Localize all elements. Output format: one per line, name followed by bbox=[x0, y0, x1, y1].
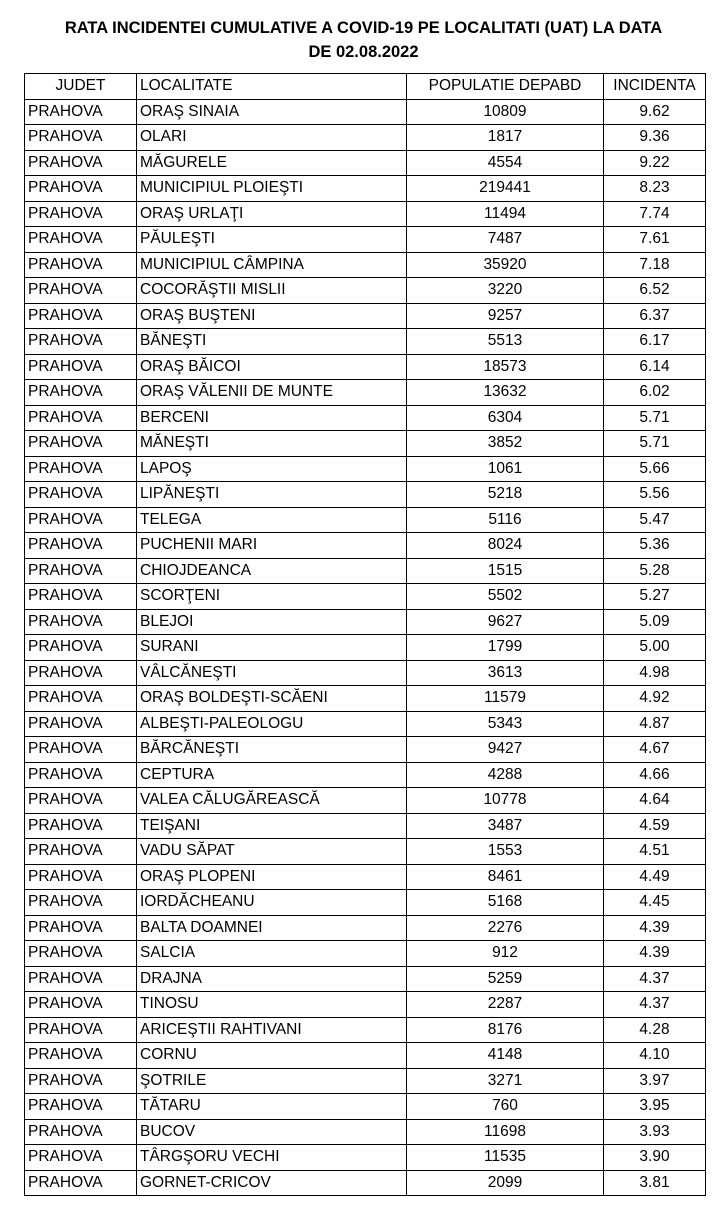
table-row bbox=[25, 533, 706, 559]
table-row bbox=[25, 482, 706, 508]
cell-localitate: BĂRCĂNEŞTI bbox=[137, 737, 407, 763]
cell-localitate: CHIOJDEANCA bbox=[137, 558, 407, 584]
cell-incidenta: 5.71 bbox=[604, 431, 706, 457]
cell-populatie: 219441 bbox=[407, 176, 604, 202]
table-row bbox=[25, 839, 706, 865]
cell-judet: PRAHOVA bbox=[25, 788, 137, 814]
table-row bbox=[25, 558, 706, 584]
cell-localitate: LAPOŞ bbox=[137, 456, 407, 482]
cell-judet: PRAHOVA bbox=[25, 533, 137, 559]
cell-localitate: VALEA CĂLUGĂREASCĂ bbox=[137, 788, 407, 814]
table-row bbox=[25, 609, 706, 635]
cell-judet: PRAHOVA bbox=[25, 1068, 137, 1094]
table-row bbox=[25, 1017, 706, 1043]
cell-populatie: 5513 bbox=[407, 329, 604, 355]
table-row bbox=[25, 813, 706, 839]
cell-localitate: DRAJNA bbox=[137, 966, 407, 992]
cell-localitate: ORAŞ BĂICOI bbox=[137, 354, 407, 380]
table-row bbox=[25, 1145, 706, 1171]
cell-localitate: OLARI bbox=[137, 125, 407, 151]
cell-incidenta: 7.18 bbox=[604, 252, 706, 278]
cell-populatie: 5343 bbox=[407, 711, 604, 737]
cell-incidenta: 6.37 bbox=[604, 303, 706, 329]
cell-judet: PRAHOVA bbox=[25, 941, 137, 967]
cell-incidenta: 5.28 bbox=[604, 558, 706, 584]
cell-populatie: 2276 bbox=[407, 915, 604, 941]
cell-localitate: BUCOV bbox=[137, 1119, 407, 1145]
cell-incidenta: 3.93 bbox=[604, 1119, 706, 1145]
cell-judet: PRAHOVA bbox=[25, 482, 137, 508]
cell-localitate: BLEJOI bbox=[137, 609, 407, 635]
cell-judet: PRAHOVA bbox=[25, 711, 137, 737]
cell-incidenta: 4.98 bbox=[604, 660, 706, 686]
table-row bbox=[25, 635, 706, 661]
cell-localitate: TEIŞANI bbox=[137, 813, 407, 839]
table-row bbox=[25, 1068, 706, 1094]
table-row bbox=[25, 711, 706, 737]
cell-judet: PRAHOVA bbox=[25, 813, 137, 839]
header-row bbox=[25, 74, 706, 100]
cell-incidenta: 4.87 bbox=[604, 711, 706, 737]
cell-judet: PRAHOVA bbox=[25, 839, 137, 865]
cell-incidenta: 4.67 bbox=[604, 737, 706, 763]
table-row bbox=[25, 1043, 706, 1069]
header-localitate: LOCALITATE bbox=[137, 74, 407, 100]
cell-judet: PRAHOVA bbox=[25, 1017, 137, 1043]
cell-incidenta: 9.22 bbox=[604, 150, 706, 176]
cell-judet: PRAHOVA bbox=[25, 762, 137, 788]
table-row bbox=[25, 354, 706, 380]
cell-populatie: 9257 bbox=[407, 303, 604, 329]
cell-localitate: PUCHENII MARI bbox=[137, 533, 407, 559]
table-row bbox=[25, 99, 706, 125]
table-row bbox=[25, 125, 706, 151]
cell-localitate: ARICEŞTII RAHTIVANI bbox=[137, 1017, 407, 1043]
cell-incidenta: 3.81 bbox=[604, 1170, 706, 1196]
cell-judet: PRAHOVA bbox=[25, 303, 137, 329]
table-row bbox=[25, 456, 706, 482]
cell-populatie: 8176 bbox=[407, 1017, 604, 1043]
cell-judet: PRAHOVA bbox=[25, 992, 137, 1018]
cell-populatie: 1817 bbox=[407, 125, 604, 151]
cell-localitate: ORAŞ URLAŢI bbox=[137, 201, 407, 227]
table-row bbox=[25, 660, 706, 686]
cell-incidenta: 8.23 bbox=[604, 176, 706, 202]
cell-judet: PRAHOVA bbox=[25, 176, 137, 202]
cell-incidenta: 7.61 bbox=[604, 227, 706, 253]
table-row bbox=[25, 915, 706, 941]
table-row bbox=[25, 405, 706, 431]
table-row bbox=[25, 1119, 706, 1145]
header-judet: JUDET bbox=[25, 74, 137, 100]
cell-populatie: 912 bbox=[407, 941, 604, 967]
cell-judet: PRAHOVA bbox=[25, 1119, 137, 1145]
cell-incidenta: 5.00 bbox=[604, 635, 706, 661]
cell-incidenta: 6.17 bbox=[604, 329, 706, 355]
cell-populatie: 2287 bbox=[407, 992, 604, 1018]
cell-incidenta: 4.49 bbox=[604, 864, 706, 890]
cell-populatie: 11494 bbox=[407, 201, 604, 227]
cell-populatie: 7487 bbox=[407, 227, 604, 253]
cell-incidenta: 3.95 bbox=[604, 1094, 706, 1120]
cell-populatie: 5502 bbox=[407, 584, 604, 610]
cell-judet: PRAHOVA bbox=[25, 1094, 137, 1120]
cell-populatie: 4288 bbox=[407, 762, 604, 788]
cell-localitate: ORAŞ BUŞTENI bbox=[137, 303, 407, 329]
cell-incidenta: 4.39 bbox=[604, 941, 706, 967]
cell-judet: PRAHOVA bbox=[25, 456, 137, 482]
cell-incidenta: 4.92 bbox=[604, 686, 706, 712]
header-incidenta: INCIDENTA bbox=[604, 74, 706, 100]
cell-incidenta: 9.36 bbox=[604, 125, 706, 151]
cell-judet: PRAHOVA bbox=[25, 125, 137, 151]
cell-populatie: 11698 bbox=[407, 1119, 604, 1145]
cell-localitate: MUNICIPIUL PLOIEŞTI bbox=[137, 176, 407, 202]
cell-incidenta: 5.71 bbox=[604, 405, 706, 431]
table-row bbox=[25, 941, 706, 967]
cell-judet: PRAHOVA bbox=[25, 278, 137, 304]
cell-incidenta: 6.52 bbox=[604, 278, 706, 304]
cell-populatie: 3613 bbox=[407, 660, 604, 686]
cell-populatie: 3852 bbox=[407, 431, 604, 457]
cell-localitate: MUNICIPIUL CÂMPINA bbox=[137, 252, 407, 278]
table-row bbox=[25, 201, 706, 227]
cell-localitate: IORDĂCHEANU bbox=[137, 890, 407, 916]
cell-localitate: ŞOTRILE bbox=[137, 1068, 407, 1094]
cell-localitate: CORNU bbox=[137, 1043, 407, 1069]
cell-populatie: 11579 bbox=[407, 686, 604, 712]
cell-judet: PRAHOVA bbox=[25, 99, 137, 125]
cell-incidenta: 4.28 bbox=[604, 1017, 706, 1043]
cell-incidenta: 5.56 bbox=[604, 482, 706, 508]
cell-populatie: 1799 bbox=[407, 635, 604, 661]
cell-populatie: 10809 bbox=[407, 99, 604, 125]
cell-incidenta: 4.59 bbox=[604, 813, 706, 839]
cell-judet: PRAHOVA bbox=[25, 864, 137, 890]
cell-incidenta: 6.02 bbox=[604, 380, 706, 406]
cell-populatie: 18573 bbox=[407, 354, 604, 380]
cell-judet: PRAHOVA bbox=[25, 1170, 137, 1196]
cell-localitate: BALTA DOAMNEI bbox=[137, 915, 407, 941]
cell-judet: PRAHOVA bbox=[25, 329, 137, 355]
cell-localitate: PĂULEŞTI bbox=[137, 227, 407, 253]
cell-localitate: COCORĂŞTII MISLII bbox=[137, 278, 407, 304]
table-row bbox=[25, 507, 706, 533]
cell-populatie: 5259 bbox=[407, 966, 604, 992]
cell-localitate: GORNET-CRICOV bbox=[137, 1170, 407, 1196]
table-row bbox=[25, 227, 706, 253]
cell-populatie: 8461 bbox=[407, 864, 604, 890]
cell-localitate: BĂNEŞTI bbox=[137, 329, 407, 355]
table-row bbox=[25, 686, 706, 712]
table-row bbox=[25, 788, 706, 814]
cell-judet: PRAHOVA bbox=[25, 1043, 137, 1069]
table-row bbox=[25, 380, 706, 406]
table-row bbox=[25, 737, 706, 763]
title-line-1: RATA INCIDENTEI CUMULATIVE A COVID-19 PE LOCALITATI (UAT) LA DATA bbox=[64, 19, 663, 37]
cell-localitate: BERCENI bbox=[137, 405, 407, 431]
cell-localitate: SCORŢENI bbox=[137, 584, 407, 610]
cell-incidenta: 5.66 bbox=[604, 456, 706, 482]
cell-localitate: TĂTARU bbox=[137, 1094, 407, 1120]
title-line-2: DE 02.08.2022 bbox=[308, 43, 419, 61]
table-row bbox=[25, 252, 706, 278]
cell-populatie: 760 bbox=[407, 1094, 604, 1120]
table-row bbox=[25, 762, 706, 788]
cell-judet: PRAHOVA bbox=[25, 890, 137, 916]
incidence-table bbox=[24, 73, 706, 1196]
cell-populatie: 3220 bbox=[407, 278, 604, 304]
table-row bbox=[25, 1170, 706, 1196]
cell-populatie: 10778 bbox=[407, 788, 604, 814]
table-row bbox=[25, 1094, 706, 1120]
table-row bbox=[25, 864, 706, 890]
header-populatie: POPULATIE DEPABD bbox=[407, 74, 604, 100]
cell-localitate: VADU SĂPAT bbox=[137, 839, 407, 865]
cell-judet: PRAHOVA bbox=[25, 609, 137, 635]
cell-populatie: 5218 bbox=[407, 482, 604, 508]
cell-judet: PRAHOVA bbox=[25, 405, 137, 431]
cell-populatie: 1515 bbox=[407, 558, 604, 584]
cell-localitate: TINOSU bbox=[137, 992, 407, 1018]
cell-judet: PRAHOVA bbox=[25, 201, 137, 227]
cell-judet: PRAHOVA bbox=[25, 431, 137, 457]
cell-localitate: ORAŞ PLOPENI bbox=[137, 864, 407, 890]
cell-judet: PRAHOVA bbox=[25, 558, 137, 584]
cell-localitate: VÂLCĂNEŞTI bbox=[137, 660, 407, 686]
cell-localitate: ORAŞ VĂLENII DE MUNTE bbox=[137, 380, 407, 406]
cell-localitate: TÂRGŞORU VECHI bbox=[137, 1145, 407, 1171]
cell-judet: PRAHOVA bbox=[25, 737, 137, 763]
cell-incidenta: 5.36 bbox=[604, 533, 706, 559]
cell-incidenta: 4.51 bbox=[604, 839, 706, 865]
cell-populatie: 5168 bbox=[407, 890, 604, 916]
cell-populatie: 13632 bbox=[407, 380, 604, 406]
cell-populatie: 6304 bbox=[407, 405, 604, 431]
cell-incidenta: 4.37 bbox=[604, 966, 706, 992]
cell-judet: PRAHOVA bbox=[25, 635, 137, 661]
cell-incidenta: 4.39 bbox=[604, 915, 706, 941]
cell-localitate: MĂNEŞTI bbox=[137, 431, 407, 457]
cell-incidenta: 7.74 bbox=[604, 201, 706, 227]
table-row bbox=[25, 329, 706, 355]
cell-incidenta: 3.97 bbox=[604, 1068, 706, 1094]
cell-judet: PRAHOVA bbox=[25, 1145, 137, 1171]
cell-populatie: 1553 bbox=[407, 839, 604, 865]
cell-populatie: 3487 bbox=[407, 813, 604, 839]
cell-localitate: MĂGURELE bbox=[137, 150, 407, 176]
cell-incidenta: 9.62 bbox=[604, 99, 706, 125]
cell-localitate: SURANI bbox=[137, 635, 407, 661]
cell-localitate: SALCIA bbox=[137, 941, 407, 967]
table-row bbox=[25, 176, 706, 202]
cell-incidenta: 5.47 bbox=[604, 507, 706, 533]
page-title bbox=[0, 0, 727, 64]
cell-populatie: 11535 bbox=[407, 1145, 604, 1171]
table-row bbox=[25, 890, 706, 916]
cell-incidenta: 6.14 bbox=[604, 354, 706, 380]
cell-localitate: LIPĂNEŞTI bbox=[137, 482, 407, 508]
cell-judet: PRAHOVA bbox=[25, 660, 137, 686]
table-row bbox=[25, 584, 706, 610]
cell-judet: PRAHOVA bbox=[25, 686, 137, 712]
table-row bbox=[25, 431, 706, 457]
cell-judet: PRAHOVA bbox=[25, 966, 137, 992]
cell-localitate: ALBEŞTI-PALEOLOGU bbox=[137, 711, 407, 737]
cell-incidenta: 3.90 bbox=[604, 1145, 706, 1171]
cell-incidenta: 5.27 bbox=[604, 584, 706, 610]
table-row bbox=[25, 150, 706, 176]
cell-judet: PRAHOVA bbox=[25, 150, 137, 176]
cell-judet: PRAHOVA bbox=[25, 584, 137, 610]
table-row bbox=[25, 992, 706, 1018]
cell-judet: PRAHOVA bbox=[25, 380, 137, 406]
cell-populatie: 5116 bbox=[407, 507, 604, 533]
cell-localitate: CEPTURA bbox=[137, 762, 407, 788]
cell-localitate: ORAŞ BOLDEŞTI-SCĂENI bbox=[137, 686, 407, 712]
cell-incidenta: 4.10 bbox=[604, 1043, 706, 1069]
cell-populatie: 2099 bbox=[407, 1170, 604, 1196]
cell-populatie: 9427 bbox=[407, 737, 604, 763]
cell-localitate: TELEGA bbox=[137, 507, 407, 533]
table-row bbox=[25, 966, 706, 992]
cell-judet: PRAHOVA bbox=[25, 252, 137, 278]
cell-judet: PRAHOVA bbox=[25, 507, 137, 533]
cell-populatie: 9627 bbox=[407, 609, 604, 635]
cell-localitate: ORAŞ SINAIA bbox=[137, 99, 407, 125]
table-row bbox=[25, 278, 706, 304]
cell-incidenta: 4.45 bbox=[604, 890, 706, 916]
cell-populatie: 1061 bbox=[407, 456, 604, 482]
cell-incidenta: 4.66 bbox=[604, 762, 706, 788]
cell-incidenta: 5.09 bbox=[604, 609, 706, 635]
cell-judet: PRAHOVA bbox=[25, 915, 137, 941]
cell-judet: PRAHOVA bbox=[25, 354, 137, 380]
cell-populatie: 3271 bbox=[407, 1068, 604, 1094]
cell-judet: PRAHOVA bbox=[25, 227, 137, 253]
cell-populatie: 35920 bbox=[407, 252, 604, 278]
cell-incidenta: 4.37 bbox=[604, 992, 706, 1018]
cell-populatie: 4554 bbox=[407, 150, 604, 176]
table-row bbox=[25, 303, 706, 329]
cell-populatie: 4148 bbox=[407, 1043, 604, 1069]
cell-incidenta: 4.64 bbox=[604, 788, 706, 814]
cell-populatie: 8024 bbox=[407, 533, 604, 559]
